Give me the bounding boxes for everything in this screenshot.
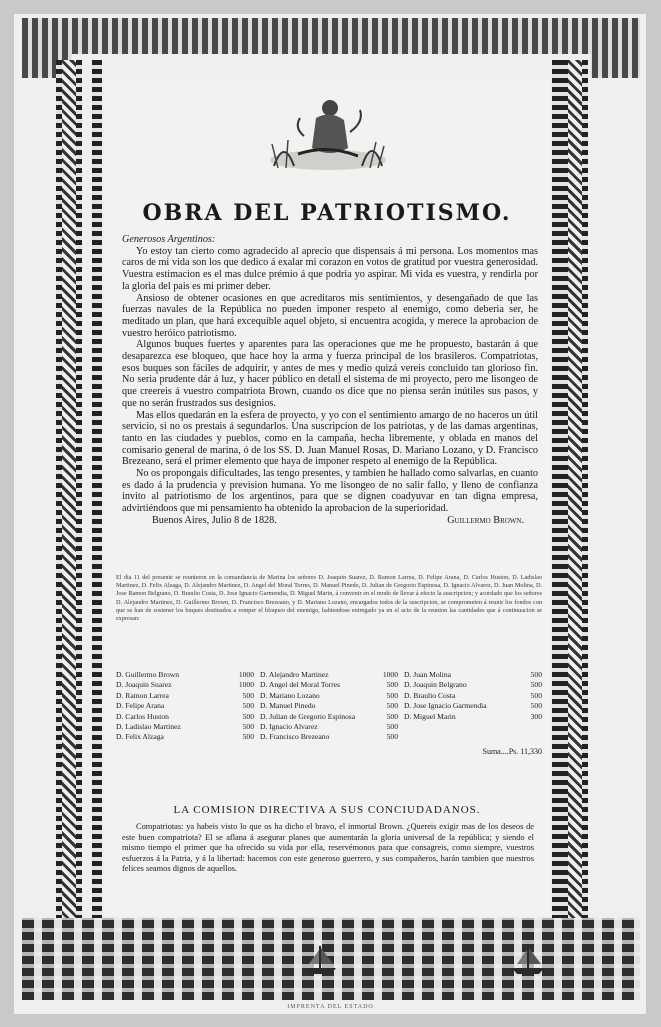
paragraph: Ansioso de obtener ocasiones en que acreditaros mis sentimientos, y desengañado de que las fuerzas navales de la República no pueden imponer respeto al enemigo, como deberia ser, he meditado un plan, que hará excequible aquel objeto, si encuentra acogida, y merece la aprobacion de vuestro heróico patriotismo.: [122, 292, 538, 339]
subscriber-name: D. Juan Molina: [404, 670, 452, 679]
subscriber-amount: 500: [242, 690, 254, 700]
right-ornamental-column: [562, 60, 588, 920]
subscriber-row: [404, 680, 542, 690]
subscriber-name: D. Julian de Gregorio Espinosa: [260, 711, 356, 721]
subscribers-col-2: [260, 670, 398, 743]
poster-title: OBRA DEL PATRIOTISMO.: [142, 200, 512, 226]
salutation: Generosos Argentinos:: [122, 234, 216, 245]
subscriber-amount: 500: [386, 711, 398, 721]
paragraph: Mas ellos quedarán en la esfera de proyecto, y yo con el sentimiento amargo de no haceros un útil servicio, si no os prestais á segundarlos. Una suscripcion de los patriotas, y de las damas argentinas, tanto en las ciudades y pueblos, como en la campaña, hecha libremente, y oblada en manos del comisario general de marina, ó de los SS. D. Juan Manuel Rosas, D. Mariano Lozano, y D. Francisco Brezeano, será el primer elemento que haya de imponer respeto al enemigo de la República.: [122, 409, 538, 468]
subscriber-name: D. Felipe Arana: [116, 701, 165, 711]
subscriber-name: D. Joaquin Belgrano: [404, 680, 467, 690]
subscriber-row: [116, 680, 254, 690]
subscriber-row: [260, 732, 398, 742]
subscriber-amount: 500: [242, 732, 254, 742]
subscriber-amount: 300: [530, 711, 542, 721]
proclamation-body: [122, 234, 538, 527]
subscriber-amount: 500: [242, 711, 254, 721]
left-inner-column: [92, 60, 102, 920]
subscriber-amount: 1000: [382, 670, 398, 679]
signature: Guillermo Brown.: [447, 514, 524, 526]
paragraph: No os propongais dificultades, las tengo presentes, y tambien he hallado como salvarlas, en cuanto es dado á la prudencia y prevision humana. Yo me lisongeo de no salir fallo, y lleno de confianza invito al patriotismo de los argentinos, para que se dignen coadyuvar en tan digna empresa, advirtiéndoos que mi pensamiento ha obtenido la aprobacion de la superioridad.: [122, 468, 539, 515]
subscriber-amount: 1000: [238, 670, 254, 679]
allegorical-figure-emblem: [264, 88, 392, 174]
signature-line: [122, 515, 538, 527]
left-ornamental-column: [56, 60, 82, 920]
subscriber-amount: 500: [530, 690, 542, 700]
subscriber-row: [404, 701, 542, 711]
subscriber-name: D. Joaquin Suarez: [116, 680, 172, 690]
subscriber-amount: 1000: [238, 680, 254, 690]
subscriber-name: D. Felix Alzaga: [116, 732, 164, 742]
subscriber-amount: 500: [242, 722, 254, 732]
paragraph: Algunos buques fuertes y aparentes para las operaciones que me he propuesto, bastarán á que desaparezca ese bloqueo, que hace hoy la arma y fuerza principal de los brasileros. Compatriotas, esos buques son fáciles de adquirir, y antes de mes y medio quizá vereis concluido tan glorioso fin. No seria prudente dár á luz, y hacer público en detall el sistema de mi proyecto, pero me lisongeo de que creereis á vuestro compatriota Brown, cuando os dice que no piensa serán inútiles sus pasos, y que no serán frustrados sus designios.: [122, 339, 538, 409]
subscriber-row: [404, 670, 542, 680]
subscriber-amount: 500: [242, 701, 254, 711]
place-date: Buenos Aires, Julio 8 de 1828.: [152, 514, 277, 526]
subscriber-name: D. Miguel Marin: [404, 711, 456, 721]
subscriber-name: D. Ignacio Alvarez: [260, 722, 318, 732]
subscriber-row: [260, 712, 398, 722]
subscribers-col-3: [404, 670, 542, 743]
comision-text: [122, 822, 534, 875]
subscriber-amount: 500: [386, 701, 398, 711]
subscriber-row: [116, 732, 254, 742]
subscriber-name: D. Ramon Larrea: [116, 690, 169, 700]
subscriber-row: [116, 701, 254, 711]
subscriber-amount: 500: [386, 732, 398, 742]
subscriber-amount: 500: [530, 680, 542, 690]
subscriber-name: D. Braulio Costa: [404, 690, 456, 700]
subscribers-col-1: [116, 670, 254, 743]
subscriber-name: D. Mariano Lozano: [260, 690, 320, 700]
paragraph: Compatriotas: ya habeis visto lo que os ha dicho el bravo, el inmortal Brown. ¿Quereis exigir mas de los deseos de este buen compatriota? El se aflana á asegurar planes que aumentarán la gloria universal de la república; y siendo el mismo tiempo el primer que ha ofrecido su vida por ella, reservémonos para que consagreis, como siempre, vuestros esfuerzos á la Patria, y á la libertad: hacemos con este generoso guerrero, y sus compañeros, harán tambien que nuestros felices seamos dignos de aquellos.: [122, 822, 534, 874]
comision-heading: LA COMISION DIRECTIVA A SUS CONCIUDADANOS.: [173, 804, 481, 816]
subscriber-name: D. Alejandro Martinez: [260, 670, 329, 679]
subscriber-row: [260, 670, 398, 680]
subscriber-name: D. Guillermo Brown: [116, 670, 180, 679]
subscriber-row: [404, 712, 542, 722]
subscriber-row: [116, 691, 254, 701]
ship-icon: [300, 942, 340, 978]
fine-print: El dia 11 del presente se reunieron en la comandancia de Marina los señores D. Joaquin Suarez, D. Ramon Larrea, D. Felipe Arana, D. Carlos Huston, D. Ladislao Martinez, D. Felix Alzaga, D. Alejandro Martinez, D. Angel del Moral Torres, D. Manuel Pinedo, D. Julian de Gregorio Espinosa, D. Ignacio Alvarez, D. Juan Molina, D. Jose Ramon Belgrano, D. Braulio Costa, D. Jose Ignacio Garmendia, D. Miguel Marin, á convenir en el modo de llevar á efecto la suscripcion; y acordado que los señores D. Alejandro Martinez, D. Guillermo Brown, D. Francisco Brezeano, y D. Mariano Lozano, encargados todos de la suscripcion, se comprometen á reunir los fondos con que se han de sostener los buques destinados a romper el bloqueo del enemigo, habiendose entregado ya en el acto de la reunion las cantidades que á continuacion se expresan:: [116, 574, 542, 623]
subscriber-name: D. Manuel Pinedo: [260, 701, 316, 711]
subscriber-name: D. Carlos Huston: [116, 711, 169, 721]
subscriber-amount: 500: [530, 670, 542, 679]
subscriber-name: D. Jose Ignacio Garmendia: [404, 701, 487, 711]
right-inner-column: [552, 60, 562, 920]
subscriber-amount: 500: [386, 680, 398, 690]
paragraph: Yo estoy tan cierto como agradecido al aprecio que dispensais á mi persona. Los momentos mas caros de mi vida son los que dedico á exalar mi corazon en votos de gratitud por vuestra generosidad. Vuestra estimacion es el mas dulce prémio á que podria yo aspirar. Mi vida es vuestra, y rendirla por la gloria del pais es mi primer deber.: [122, 245, 538, 292]
printer-imprint: IMPRENTA DEL ESTADO: [287, 1004, 374, 1010]
subscriber-name: D. Ladislao Martinez: [116, 722, 181, 732]
subscriber-row: [116, 712, 254, 722]
subscriber-name: D. Angel del Moral Torres: [260, 680, 341, 690]
poster-content: [104, 80, 550, 916]
subscriber-row: [116, 670, 254, 680]
subscribers-list: [116, 670, 542, 757]
total-sum: Suma....Ps. 11,330: [482, 746, 542, 756]
subscriber-row: [260, 722, 398, 732]
subscriber-row: [260, 680, 398, 690]
subscriber-amount: 500: [386, 690, 398, 700]
subscriber-row: [260, 701, 398, 711]
subscriber-amount: 500: [386, 722, 398, 732]
ship-icon: [508, 942, 548, 978]
subscriber-row: [260, 691, 398, 701]
subscriber-row: [404, 691, 542, 701]
subscriber-name: D. Francisco Brezeano: [260, 732, 330, 742]
subscriber-amount: 500: [530, 701, 542, 711]
subscribers-grid: [116, 670, 542, 743]
subscriber-row: [116, 722, 254, 732]
